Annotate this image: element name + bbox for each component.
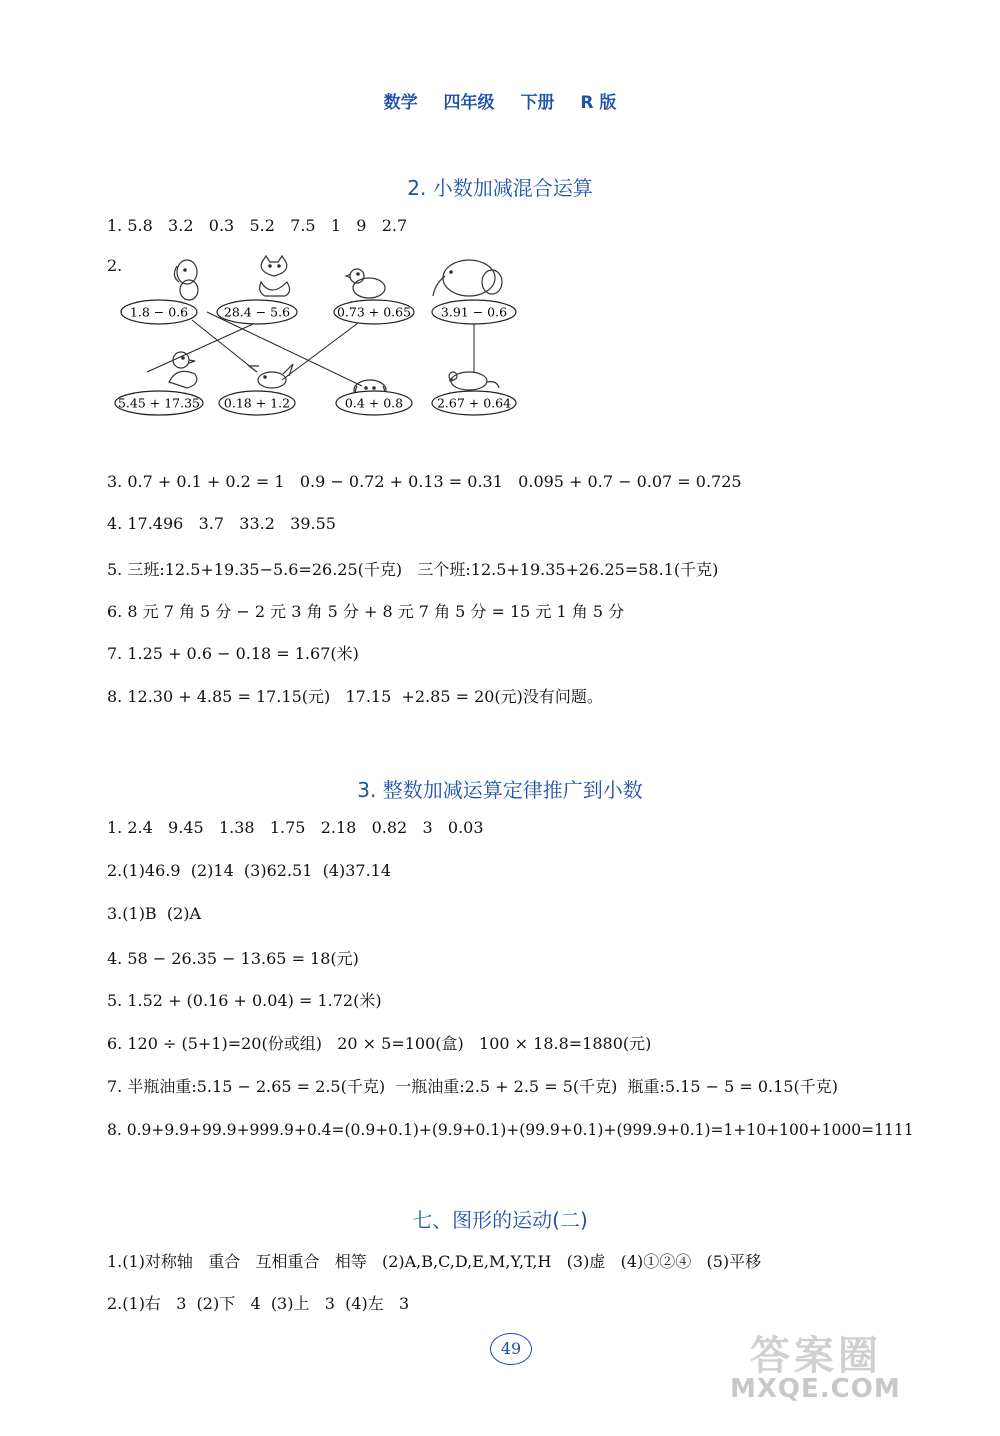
header-edition: R 版 [580, 93, 617, 113]
section-title-figure-motion: 七、图形的运动(二) [412, 1208, 588, 1232]
bottom-oval-1 [115, 391, 203, 415]
cat-icon [260, 256, 290, 296]
answer-s1-q2-label: 2. [107, 256, 123, 275]
section-title-decimal-laws: 3. 整数加减运算定律推广到小数 [357, 778, 643, 802]
answer-s2-q8: 8. 0.9+9.9+99.9+999.9+0.4=(0.9+0.1)+(9.9+0.1)+(99.9+0.1)+(999.9+0.1)=1+10+100+1000=1111 [107, 1121, 914, 1139]
answer-s2-q7: 7. 半瓶油重:5.15 − 2.65 = 2.5(千克) 一瓶油重:2.5 + 2.5 = 5(千克) 瓶重:5.15 − 5 = 0.15(千克) [107, 1077, 838, 1096]
match-line-4 [282, 320, 362, 380]
hen-icon [346, 269, 385, 298]
page-number: 49 [490, 1333, 532, 1365]
watermark-url: MXQE.COM [730, 1374, 901, 1404]
matching-diagram [107, 252, 537, 427]
top-expr-1: 1.8 − 0.6 [129, 304, 189, 320]
top-expr-4: 3.91 − 0.6 [440, 304, 508, 320]
mouse-icon [449, 372, 499, 390]
header-grade: 四年级 [443, 93, 495, 113]
answer-s1-q4: 4. 17.496 3.7 33.2 39.55 [107, 514, 336, 533]
answer-s2-q3: 3.(1)B (2)A [107, 904, 202, 923]
answer-s1-q5: 5. 三班:12.5+19.35−5.6=26.25(千克) 三个班:12.5+19.35+26.25=58.1(千克) [107, 560, 719, 579]
dog-icon [174, 260, 198, 300]
bird-icon [249, 364, 293, 388]
bottom-expr-1: 5.45 + 17.35 [117, 395, 201, 411]
answer-s3-q1: 1.(1)对称轴 重合 互相重合 相等 (2)A,B,C,D,E,M,Y,T,H (3)虚 (4)①②④ (5)平移 [107, 1252, 762, 1271]
bottom-expr-2: 0.18 + 1.2 [223, 395, 291, 411]
bottom-expr-4: 2.67 + 0.64 [436, 395, 512, 411]
answer-s1-q8: 8. 12.30 + 4.85 = 17.15(元) 17.15 +2.85 = 20(元)没有问题。 [107, 687, 603, 706]
answer-s1-q3: 3. 0.7 + 0.1 + 0.2 = 1 0.9 − 0.72 + 0.13 = 0.31 0.095 + 0.7 − 0.07 = 0.725 [107, 472, 742, 491]
match-line-1 [192, 320, 257, 372]
header-volume: 下册 [520, 93, 555, 113]
answer-s2-q1: 1. 2.4 9.45 1.38 1.75 2.18 0.82 3 0.03 [107, 818, 484, 837]
bottom-oval-3 [336, 391, 412, 415]
elephant-icon [433, 260, 502, 296]
watermark-logo [720, 1324, 980, 1414]
match-line-2 [207, 312, 362, 386]
top-expr-2: 28.4 − 5.6 [223, 304, 291, 320]
top-oval-4 [432, 300, 516, 324]
top-oval-1 [121, 300, 197, 324]
bottom-oval-4 [432, 391, 516, 415]
answer-s2-q5: 5. 1.52 + (0.16 + 0.04) = 1.72(米) [107, 991, 382, 1010]
top-oval-2 [217, 300, 297, 324]
section-title-decimal-mixed: 2. 小数加减混合运算 [407, 176, 593, 200]
bottom-expr-3: 0.4 + 0.8 [344, 395, 404, 411]
answer-s2-q6: 6. 120 ÷ (5+1)=20(份或组) 20 × 5=100(盒) 100 × 18.8=1880(元) [107, 1034, 652, 1053]
answer-s2-q4: 4. 58 − 26.35 − 13.65 = 18(元) [107, 949, 359, 968]
watermark-main-text: 答案圈 [750, 1333, 882, 1379]
header-subject: 数学 [383, 93, 418, 113]
answer-s3-q2: 2.(1)右 3 (2)下 4 (3)上 3 (4)左 3 [107, 1294, 410, 1313]
top-expr-3: 0.73 + 0.65 [336, 304, 412, 320]
bottom-oval-2 [219, 391, 295, 415]
top-oval-3 [334, 300, 414, 324]
answer-s1-q6: 6. 8 元 7 角 5 分 − 2 元 3 角 5 分 + 8 元 7 角 5 分 = 15 元 1 角 5 分 [107, 602, 625, 621]
answer-s2-q2: 2.(1)46.9 (2)14 (3)62.51 (4)37.14 [107, 861, 392, 880]
page-header [0, 88, 1000, 113]
duck-icon [169, 352, 197, 388]
match-line-3 [147, 320, 262, 372]
answer-s1-q7: 7. 1.25 + 0.6 − 0.18 = 1.67(米) [107, 644, 359, 663]
answer-s1-q1: 1. 5.8 3.2 0.3 5.2 7.5 1 9 2.7 [107, 216, 408, 235]
